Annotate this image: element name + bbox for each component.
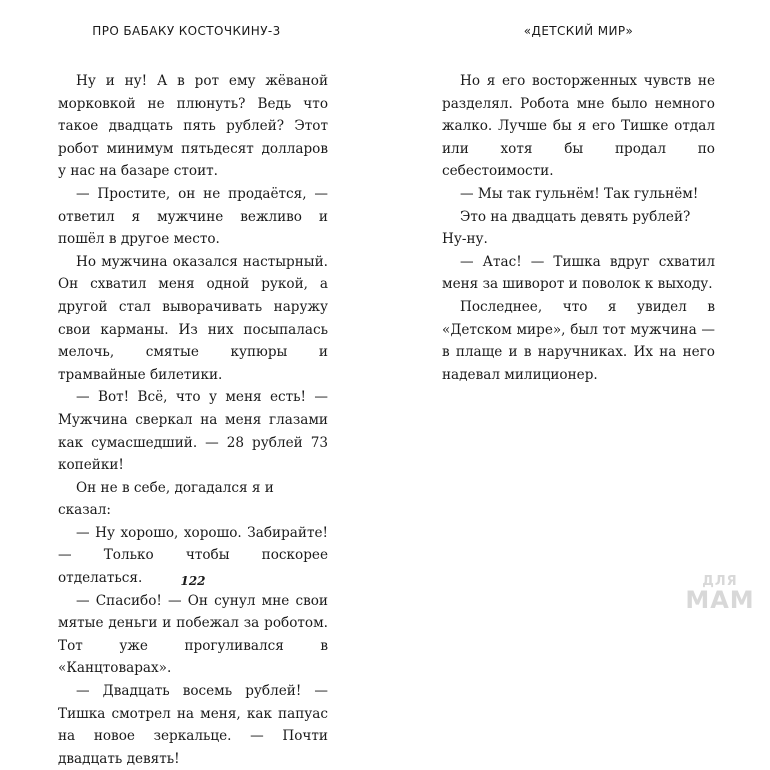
paragraph: Он не в себе, догадался я и сказал: bbox=[58, 479, 274, 519]
paragraph: — Спасибо! — Он сунул мне свои мятые деньги и побежал за роботом. Тот уже прогуливался в «Канцтоварах». bbox=[58, 592, 328, 677]
running-head-left: ПРО БАБАКУ КОСТОЧКИНУ-3 bbox=[92, 24, 281, 38]
watermark-top: ДЛЯ bbox=[702, 574, 738, 589]
right-page-text bbox=[442, 70, 715, 386]
paragraph: — Вот! Всё, что у меня есть! — Мужчина сверкал на меня глазами как сумасшедший. — 28 рублей 73 копейки! bbox=[58, 389, 328, 474]
paragraph: — Мы так гульнём! Так гульнём! bbox=[460, 185, 699, 202]
paragraph: — Ну хорошо, хорошо. Забирайте! — Только чтобы поскорее отделаться. bbox=[58, 524, 328, 587]
paragraph: Это на двадцать девять рублей? Ну-ну. bbox=[442, 208, 691, 248]
right-page bbox=[385, 0, 770, 616]
left-page bbox=[0, 0, 385, 767]
paragraph: — Двадцать восемь рублей! — Тишка смотрел на меня, как папуас на новое зеркальце. — Почти двадцать девять! bbox=[58, 683, 328, 767]
paragraph: — Атас! — Тишка вдруг схватил меня за шиворот и поволок к выходу. bbox=[442, 253, 715, 293]
paragraph: Но я его восторженных чувств не разделял. Робота мне было немного жалко. Лучше бы я его Тишке отдал или хотя бы продал по себестоимости. bbox=[442, 73, 715, 180]
watermark-logo bbox=[680, 575, 760, 612]
paragraph: Но мужчина оказался настырный. Он схватил меня одной рукой, а другой стал выворачивать наружу свои карманы. Из них посыпалась мелочь, смятые купюры и трамвайные билетики. bbox=[58, 253, 328, 383]
paragraph: Последнее, что я увидел в «Детском мире», был тот мужчина — в плаще и в наручниках. Их на него надевал милиционер. bbox=[442, 298, 715, 383]
watermark-bottom: МАМ bbox=[685, 586, 755, 614]
paragraph: — Простите, он не продаётся, — ответил я мужчине вежливо и пошёл в другое место. bbox=[58, 185, 328, 248]
paragraph: Ну и ну! А в рот ему жёваной морковкой не плюнуть? Ведь что такое двадцать пять рублей? Этот робот минимум пятьдесят долларов у нас на базаре стоит. bbox=[58, 73, 328, 180]
left-page-text bbox=[58, 70, 328, 770]
running-head-right: «ДЕТСКИЙ МИР» bbox=[523, 24, 634, 38]
page-number: 122 bbox=[180, 574, 206, 588]
